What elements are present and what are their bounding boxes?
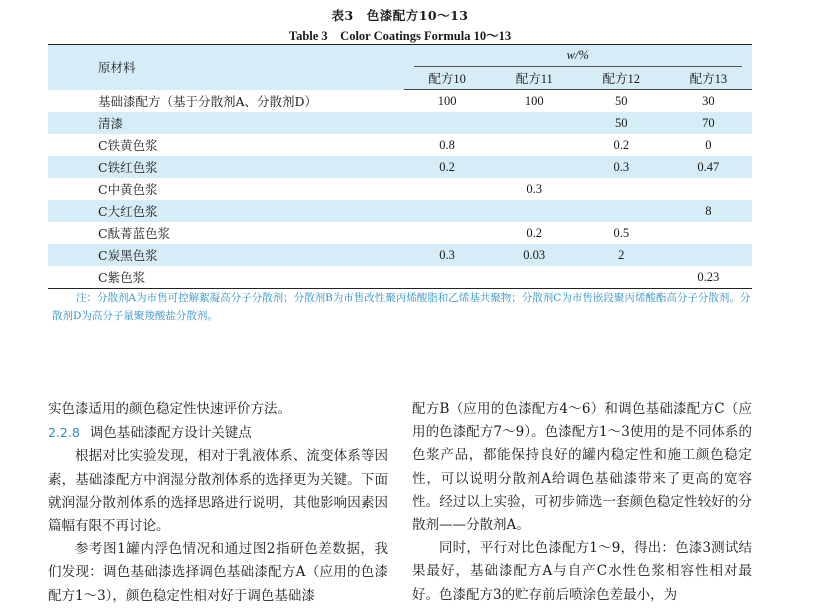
row-value: 50: [578, 112, 665, 134]
row-value: 0.5: [613, 225, 630, 240]
left-para-1: 实色漆适用的颜色稳定性快速评价方法。: [48, 401, 291, 417]
table-row: [48, 244, 752, 266]
row-value: 0.3: [404, 244, 491, 266]
row-value: 2: [578, 244, 665, 266]
unit-label: w/%: [414, 45, 742, 67]
header-col-11: 配方11: [491, 67, 578, 90]
left-para-3: 参考图1罐内浮色情况和通过图2指研色差数据，我们发现：调色基础漆选择调色基础漆配方A（应用的色漆配方1～3），颜色稳定性相对好于调色基础漆: [48, 541, 388, 604]
table-caption-en: Table 3 Color Coatings Formula 10～13: [288, 29, 512, 43]
row-material: C紫色浆: [48, 266, 404, 289]
table-row: [48, 200, 752, 222]
right-column: [412, 398, 752, 607]
row-value: 0.8: [439, 137, 455, 152]
right-para-1: 配方B（应用的色漆配方4～6）和调色基础漆配方C（应用的色漆配方7～9）。色漆配方1～3使用的是不同体系的色浆产品，都能保持良好的罐内稳定性和施工颜色稳定性，可以说明分散剂A给调色基础漆带来了更高的宽容性。经过以上实验，可初步筛选一套颜色稳定性较好的分散剂——分散剂A。: [412, 401, 752, 534]
row-value: 0.23: [665, 266, 752, 289]
header-unit: [404, 45, 752, 68]
table-note: 注：分散剂A为市售可控解絮凝高分子分散剂；分散剂B为市售改性聚丙烯酸脂和乙烯基共聚物；分散剂C为市售嵌段聚丙烯酸酯高分子分散剂。分散剂D为高分子量聚羧酸盐分散剂。: [52, 292, 751, 322]
row-value: 50: [615, 93, 628, 108]
row-material: C中黄色浆: [98, 182, 158, 197]
row-value: [578, 178, 665, 200]
table-row: [48, 134, 752, 156]
right-para-2: 同时，平行对比色漆配方1～9，得出：色漆3测试结果最好，基础漆配方A与自产C水性色浆相容性相对最好。色漆配方3的贮存前后喷涂色差最小，为: [412, 540, 752, 603]
row-value: 0.47: [665, 156, 752, 178]
row-value: [665, 244, 752, 266]
row-value: [491, 200, 578, 222]
section-heading: [48, 421, 388, 445]
row-value: 100: [524, 93, 544, 108]
row-material: 清漆: [48, 112, 404, 134]
row-value: 100: [437, 93, 457, 108]
header-col-12: 配方12: [578, 67, 665, 90]
row-value: [665, 178, 752, 200]
row-value: 0.3: [578, 156, 665, 178]
table-row: [48, 178, 752, 200]
row-material: C炭黑色浆: [48, 244, 404, 266]
row-value: 0.2: [526, 225, 543, 240]
row-value: 0.2: [613, 137, 630, 152]
row-value: [491, 134, 578, 156]
section-title: 调色基础漆配方设计关键点: [89, 425, 252, 442]
table-row: [48, 266, 752, 289]
left-column: [48, 398, 388, 608]
table-body: [48, 90, 752, 289]
row-value: [404, 200, 491, 222]
left-para-2: 根据对比实验发现，相对于乳液体系、流变体系等因素，基础漆配方中润湿分散剂体系的选择更为关键。下面就润湿分散剂体系的选择思路进行说明，其他影响因素因篇幅有限不再讨论。: [48, 448, 388, 535]
row-value: 0: [705, 137, 712, 152]
header-col-10: 配方10: [404, 67, 491, 90]
table-row: [48, 112, 752, 134]
row-value: 70: [665, 112, 752, 134]
row-material: C大红色浆: [48, 200, 404, 222]
section-number: 2.2.8: [48, 425, 80, 441]
table-caption-cn: 表3 色漆配方10～13: [331, 8, 469, 23]
row-value: [491, 156, 578, 178]
row-value: 0.03: [491, 244, 578, 266]
table-row: [48, 90, 752, 113]
table-row: [48, 222, 752, 244]
formula-table: [48, 44, 752, 289]
row-value: 0.3: [526, 181, 543, 196]
row-value: [404, 266, 491, 289]
row-value: [404, 178, 491, 200]
row-value: 8: [665, 200, 752, 222]
row-value: 30: [702, 93, 715, 108]
header-col-13: 配方13: [665, 67, 752, 90]
row-value: [491, 266, 578, 289]
table-row: [48, 156, 752, 178]
row-value: [578, 266, 665, 289]
row-material: 基础漆配方（基于分散剂A、分散剂D）: [98, 93, 318, 109]
row-value: [404, 222, 491, 244]
header-material: 原材料: [48, 45, 404, 90]
row-material: C酞菁蓝色浆: [98, 226, 171, 241]
row-value: [578, 200, 665, 222]
row-material: C铁红色浆: [48, 156, 404, 178]
row-value: [665, 222, 752, 244]
row-value: 0.2: [404, 156, 491, 178]
row-value: [404, 112, 491, 134]
row-material: C铁黄色浆: [98, 138, 158, 153]
row-value: [491, 112, 578, 134]
